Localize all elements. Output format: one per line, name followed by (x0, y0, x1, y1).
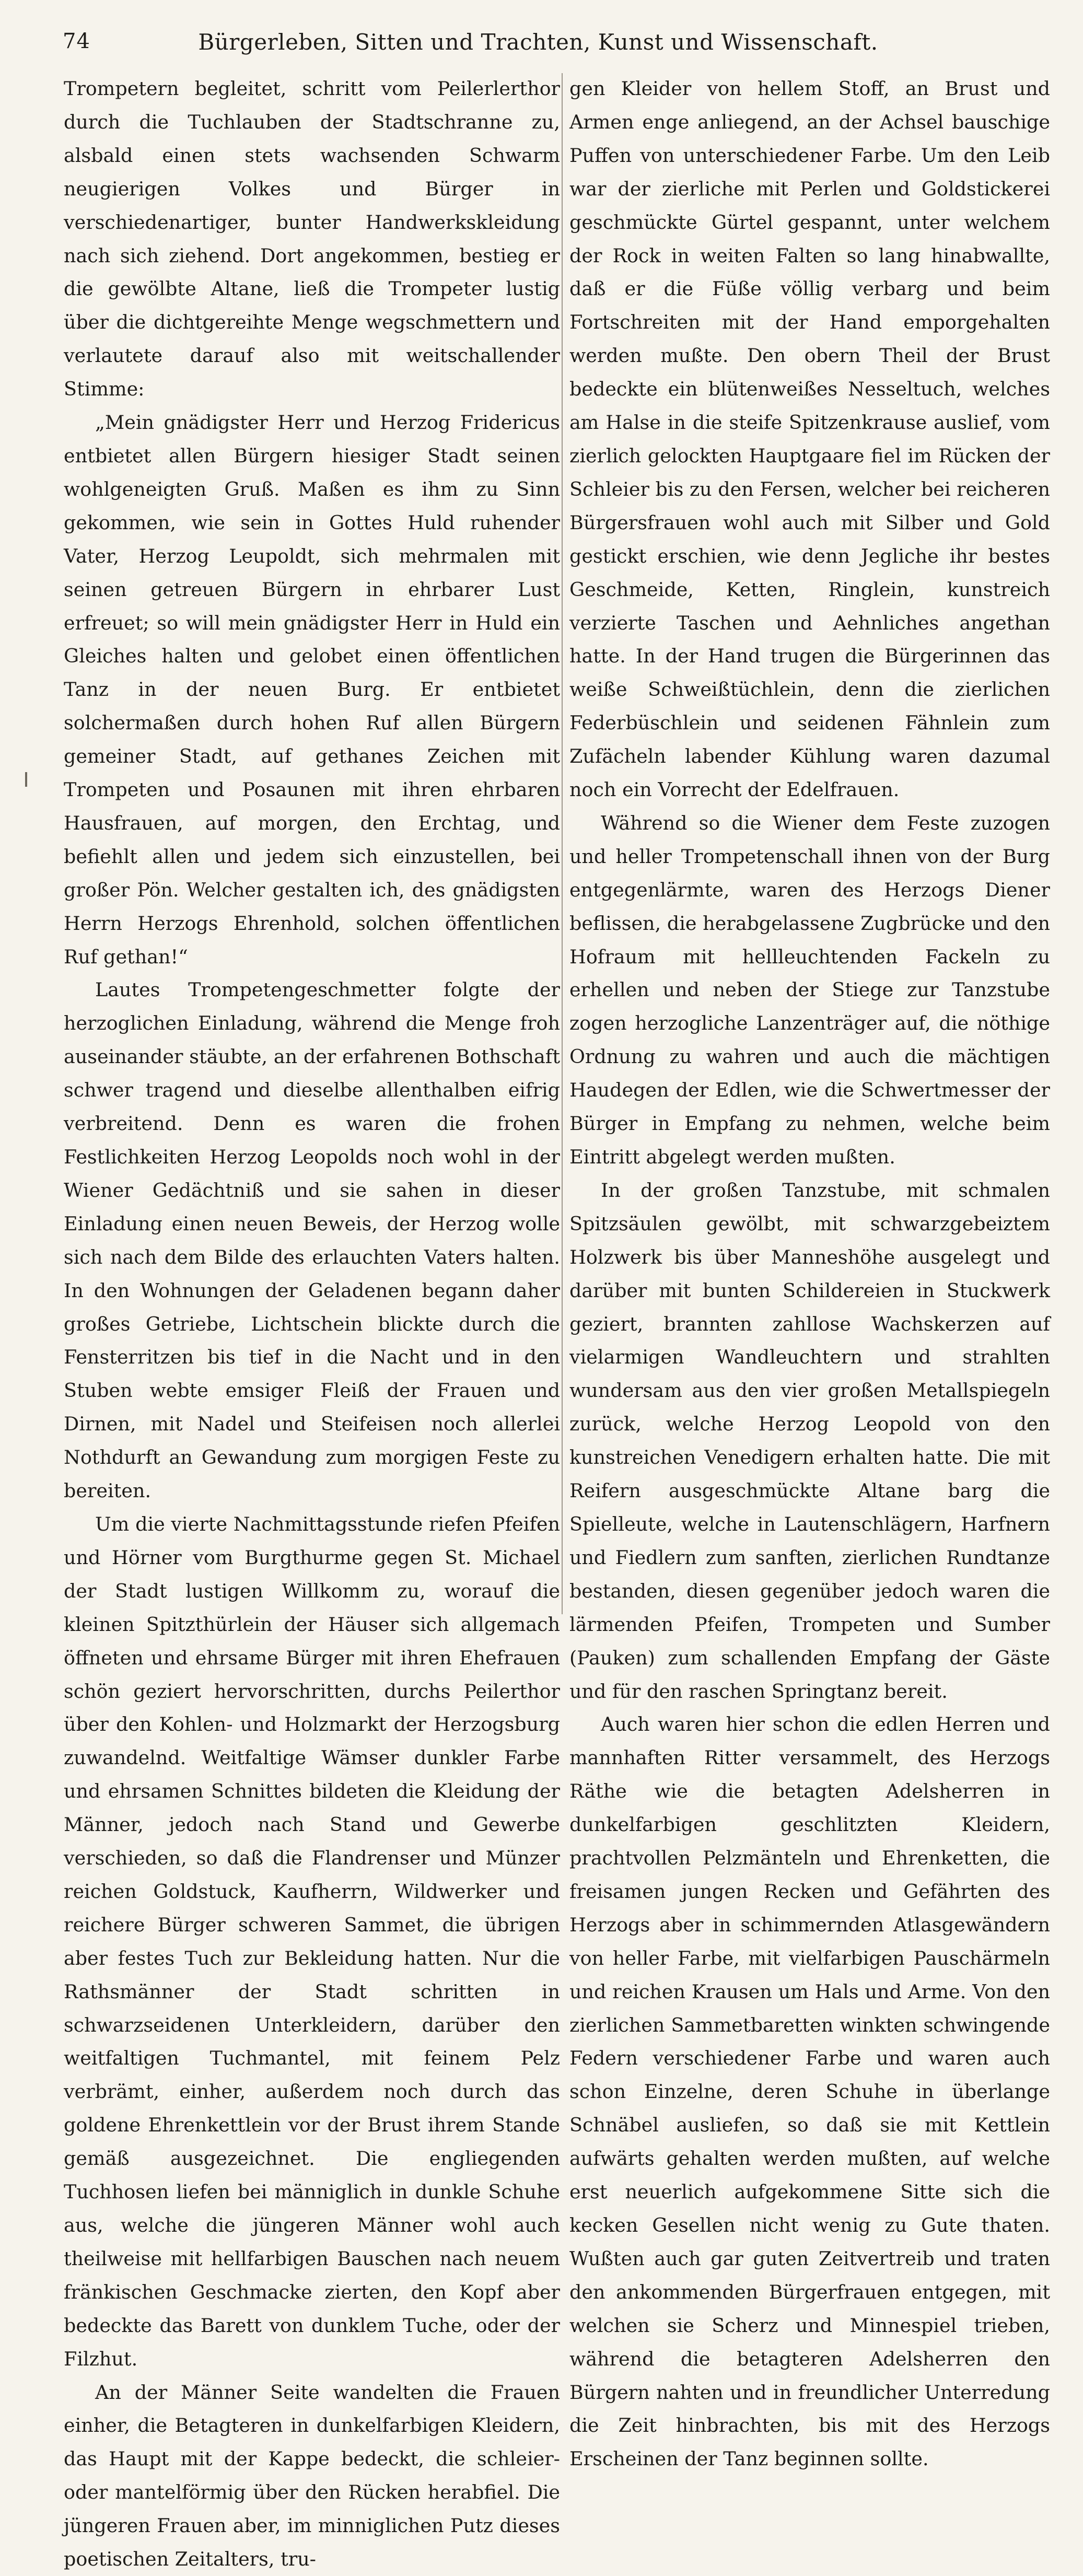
column-divider (562, 73, 563, 1614)
paragraph: Auch waren hier schon die edlen Herren und mannhaften Ritter versammelt, des Herzogs Räthe wie die betagten Adelsherren in dunkelfarbigen geschlitzten Kleidern, prachtvollen Pelzmänteln und Ehrenketten, die freisamen jungen Recken und Gefährten des Herzogs aber in schimmernden Atlasgewändern von heller Farbe, mit vielfarbigen Pauschärmeln und reichen Krausen um Hals und Arme. Von den zierlichen Sammetbaretten winkten schwingende Federn verschiedener Farbe und waren auch schon Einzelne, deren Schuhe in überlange Schnäbel ausliefen, so daß sie mit Kettlein aufwärts gehalten werden mußten, auf welche erst neuerlich aufgekommene Sitte sich die kecken Gesellen nicht wenig zu Gute thaten. Wußten auch gar guten Zeitvertreib und traten den ankommenden Bürgerfrauen entgegen, mit welchen sie Scherz und Minnespiel trieben, während die betagteren Adelsherren den Bürgern nahten und in freundlicher Unterredung die Zeit hinbrachten, bis mit des Herzogs Erscheinen der Tanz beginnen sollte. (569, 1713, 1050, 2470)
paragraph: gen Kleider von hellem Stoff, an Brust und Armen enge anliegend, an der Achsel bauschige Puffen von unterschiedener Farbe. Um den Leib war der zierliche mit Perlen und Goldstickerei geschmückte Gürtel gespannt, unter welchem der Rock in weiten Falten so lang hinabwallte, daß er die Füße völlig verbarg und beim Fortschreiten mit der Hand emporgehalten werden mußte. Den obern Theil der Brust bedeckte ein blütenweißes Nesseltuch, welches am Halse in die steife Spitzenkrause auslief, vom zierlich gelockten Hauptgaare fiel im Rücken der Schleier bis zu den Fersen, welcher bei reicheren Bürgersfrauen wohl auch mit Silber und Gold gestickt erschien, wie denn Jegliche ihr bestes Geschmeide, Ketten, Ringlein, kunstreich verzierte Taschen und Aehnliches angethan hatte. In der Hand trugen die Bürgerinnen das weiße Schweißtüchlein, denn die zierlichen Federbüschlein und seidenen Fähnlein zum Zufächeln labender Kühlung waren dazumal noch ein Vorrecht der Edelfrauen. (569, 77, 1050, 801)
left-column (64, 72, 560, 2576)
running-head: Bürgerleben, Sitten und Trachten, Kunst und Wissenschaft. (198, 29, 878, 55)
paragraph: Trompetern begleitet, schritt vom Peilerlerthor durch die Tuchlauben der Stadtschranne zu, alsbald einen stets wachsenden Schwarm neugierigen Volkes und Bürger in verschiedenartiger, bunter Handwerkskleidung nach sich ziehend. Dort angekommen, bestieg er die gewölbte Altane, ließ die Trompeter lustig über die dichtgereihte Menge wegschmettern und verlautete darauf also mit weitschallender Stimme: (64, 77, 560, 401)
page-header (63, 23, 1045, 65)
paragraph: Lautes Trompetengeschmetter folgte der herzoglichen Einladung, während die Menge froh auseinander stäubte, an der erfahrenen Bothschaft schwer tragend und dieselbe allenthalben eifrig verbreitend. Denn es waren die frohen Festlichkeiten Herzog Leopolds noch wohl in der Wiener Gedächtniß und sie sahen in dieser Einladung einen neuen Beweis, der Herzog wolle sich nach dem Bilde des erlauchten Vaters halten. In den Wohnungen der Geladenen begann daher großes Getriebe, Lichtschein blickte durch die Fensterritzen bis tief in die Nacht und in den Stuben webte emsiger Fleiß der Frauen und Dirnen, mit Nadel und Steifeisen noch allerlei Nothdurft an Gewandung zum morgigen Feste zu bereiten. (64, 978, 560, 1502)
right-column (569, 72, 1050, 2476)
margin-mark (25, 772, 27, 787)
paragraph: In der großen Tanzstube, mit schmalen Spitzsäulen gewölbt, mit schwarzgebeiztem Holzwerk bis über Manneshöhe ausgelegt und darüber mit bunten Schildereien in Stuckwerk geziert, brannten zahllose Wachskerzen auf vielarmigen Wandleuchtern und strahlten wundersam aus den vier großen Metallspiegeln zurück, welche Herzog Leopold von den kunstreichen Venedigern erhalten hatte. Die mit Reifern ausgeschmückte Altane barg die Spielleute, welche in Lautenschlägern, Harfnern und Fiedlern zum sanften, zierlichen Rundtanze bestanden, diesen gegenüber jedoch waren die lärmenden Pfeifen, Trompeten und Sumber (Pauken) zum schallenden Empfang der Gäste und für den raschen Springtanz bereit. (569, 1179, 1050, 1703)
paragraph: An der Männer Seite wandelten die Frauen einher, die Betagteren in dunkelfarbigen Kleidern, das Haupt mit der Kappe bedeckt, die schleier- oder mantelförmig über den Rücken herabfiel. Die jüngeren Frauen aber, im minniglichen Putz dieses poetischen Zeitalters, tru- (64, 2381, 560, 2571)
paragraph: „Mein gnädigster Herr und Herzog Fridericus entbietet allen Bürgern hiesiger Stadt seinen wohlgeneigten Gruß. Maßen es ihm zu Sinn gekommen, wie sein in Gottes Huld ruhender Vater, Herzog Leupoldt, sich mehrmalen mit seinen getreuen Bürgern in ehrbarer Lust erfreuet; so will mein gnädigster Herr in Huld ein Gleiches halten und gelobet einen öffentlichen Tanz in der neuen Burg. Er entbietet solchermaßen durch hohen Ruf allen Bürgern gemeiner Stadt, auf gethanes Zeichen mit Trompeten und Posaunen mit ihren ehrbaren Hausfrauen, auf morgen, den Erchtag, und befiehlt allen und jedem sich einzustellen, bei großer Pön. Welcher gestalten ich, des gnädigsten Herrn Herzogs Ehrenhold, solchen öffentlichen Ruf gethan!“ (64, 411, 560, 968)
paragraph: Um die vierte Nachmittagsstunde riefen Pfeifen und Hörner vom Burgthurme gegen St. Michael der Stadt lustigen Willkomm zu, worauf die kleinen Spitzthürlein der Häuser sich allgemach öffneten und ehrsame Bürger mit ihren Ehefrauen schön geziert hervorschritten, durchs Peilerthor über den Kohlen- und Holzmarkt der Herzogsburg zuwandelnd. Weitfaltige Wämser dunkler Farbe und ehrsamen Schnittes bildeten die Kleidung der Männer, jedoch nach Stand und Gewerbe verschieden, so daß die Flandrenser und Münzer reichen Goldstuck, Kaufherrn, Wildwerker und reichere Bürger schweren Sammet, die übrigen aber festes Tuch zur Bekleidung hatten. Nur die Rathsmänner der Stadt schritten in schwarzseidenen Unterkleidern, darüber den weitfaltigen Tuchmantel, mit feinem Pelz verbrämt, einher, außerdem noch durch das goldene Ehrenkettlein vor der Brust ihrem Stande gemäß ausgezeichnet. Die engliegenden Tuchhosen liefen bei männiglich in dunkle Schuhe aus, welche die jüngeren Männer wohl auch theilweise mit hellfarbigen Bauschen nach neuem fränkischen Geschmacke zierten, den Kopf aber bedeckte das Barett von dunklem Tuche, oder der Filzhut. (64, 1512, 560, 2370)
paragraph: Während so die Wiener dem Feste zuzogen und heller Trompetenschall ihnen von der Burg entgegenlärmte, waren des Herzogs Diener beflissen, die herabgelassene Zugbrücke und den Hofraum mit hellleuchtenden Fackeln zu erhellen und neben der Stiege zur Tanzstube zogen herzogliche Lanzenträger auf, die nöthige Ordnung zu wahren und auch die mächtigen Haudegen der Edlen, wie die Schwertmesser der Bürger in Empfang zu nehmen, welche beim Eintritt abgelegt werden mußten. (569, 811, 1050, 1168)
page-number: 74 (63, 29, 90, 53)
